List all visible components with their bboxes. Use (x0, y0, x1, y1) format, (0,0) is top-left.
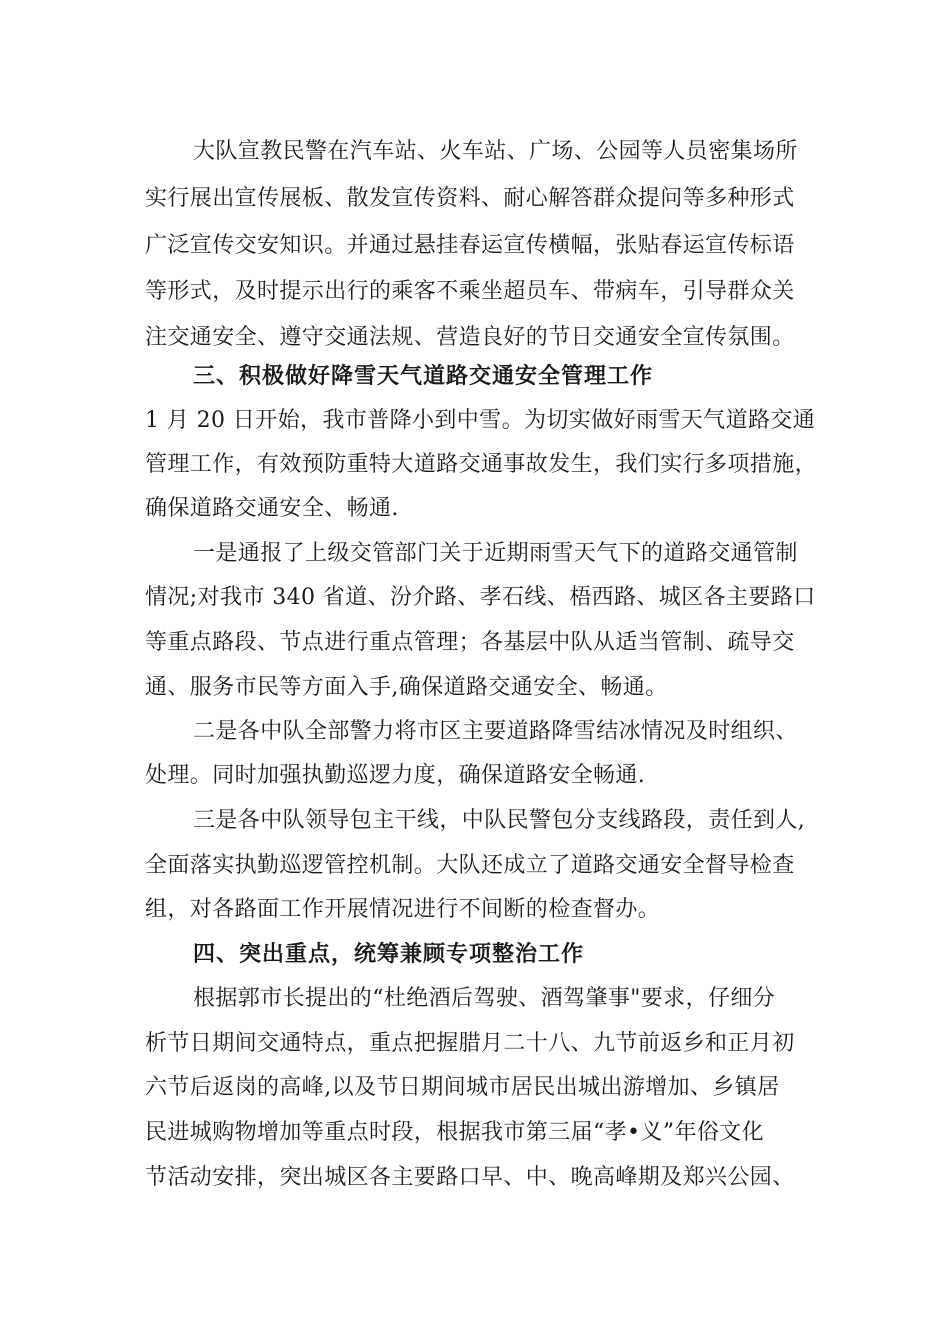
text-line: 六节后返岗的高峰,以及节日期间城市居民出城出游增加、乡镇居 (145, 1075, 780, 1100)
text-line: 广泛宣传交安知识。并通过悬挂春运宣传横幅，张贴春运宣传标语 (145, 233, 795, 258)
text-line: 确保道路交通安全、畅通. (145, 496, 399, 521)
text-line: 二是各中队全部警力将市区主要道路降雪结冰情况及时组织、 (193, 719, 798, 744)
section-heading-three: 三、积极做好降雪天气道路交通安全管理工作 (193, 364, 654, 389)
text-line: 全面落实执勤巡逻管控机制。大队还成立了道路交通安全督导检查 (145, 853, 795, 878)
text-line: 等重点路段、节点进行重点管理；各基层中队从适当管制、疏导交 (145, 630, 795, 655)
text-line: 析节日期间交通特点，重点把握腊月二十八、九节前返乡和正月初 (145, 1031, 795, 1056)
text-line: 一是通报了上级交管部门关于近期雨雪天气下的道路交通管制 (193, 541, 798, 566)
text-line: 实行展出宣传展板、散发宣传资料、耐心解答群众提问等多种形式 (145, 186, 795, 211)
text-line: 1 月 20 日开始，我市普降小到中雪。为切实做好雨雪天气道路交通 (145, 408, 816, 433)
text-line: 管理工作，有效预防重特大道路交通事故发生，我们实行多项措施， (145, 452, 818, 477)
text-line: 根据郭市长提出的“杜绝酒后驾驶、酒驾肇事"要求，仔细分 (193, 986, 776, 1011)
section-heading-four: 四、突出重点，统筹兼顾专项整治工作 (193, 942, 585, 967)
text-line: 情况;对我市 340 省道、汾介路、孝石线、梧西路、城区各主要路口 (145, 585, 816, 610)
text-line: 通、服务市民等方面入手,确保道路交通安全、畅通。 (145, 675, 668, 700)
text-line: 等形式，及时提示出行的乘客不乘坐超员车、带病车，引导群众关 (145, 279, 795, 304)
text-line: 节活动安排，突出城区各主要路口早、中、晚高峰期及郑兴公园、 (145, 1165, 795, 1190)
text-line: 民进城购物增加等重点时段，根据我市第三届“孝•义”年俗文化 (145, 1120, 765, 1145)
text-line: 处理。同时加强执勤巡逻力度，确保道路安全畅通. (145, 763, 646, 788)
text-line: 大队宣教民警在汽车站、火车站、广场、公园等人员密集场所 (193, 139, 798, 164)
text-line: 三是各中队领导包主干线，中队民警包分支线路段，责任到人, (193, 808, 806, 833)
text-line: 注交通安全、遵守交通法规、营造良好的节日交通安全宣传氛围。 (145, 325, 795, 350)
text-line: 组，对各路面工作开展情况进行不间断的检查督办。 (145, 897, 661, 922)
